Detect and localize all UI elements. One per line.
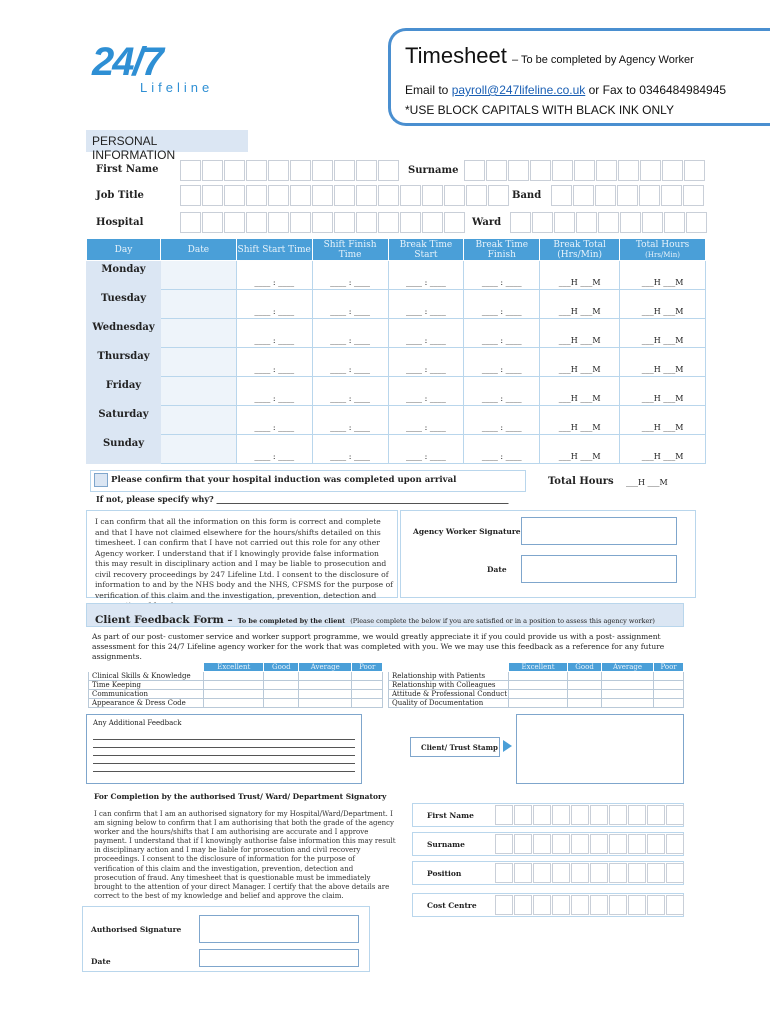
rating-cell[interactable] [654, 699, 684, 708]
rating-cell[interactable] [264, 672, 299, 681]
total-hours-cell[interactable]: ___H ___M [620, 406, 706, 435]
time-cell[interactable]: ____ : ____ [388, 406, 464, 435]
criterion-label: Appearance & Dress Code [89, 699, 204, 708]
time-cell[interactable]: ____ : ____ [388, 319, 464, 348]
feedback-row [389, 699, 684, 708]
day-label: Tuesday [87, 290, 161, 319]
timesheet-row [87, 348, 706, 377]
page-title: Timesheet [405, 43, 507, 68]
break-total-cell[interactable]: ___H ___M [540, 261, 620, 290]
time-cell[interactable]: ____ : ____ [236, 377, 312, 406]
rating-poor: Poor [654, 663, 684, 672]
time-cell[interactable]: ____ : ____ [236, 435, 312, 464]
col-total-hours-sub: (Hrs/Min) [645, 250, 680, 259]
time-cell[interactable]: ____ : ____ [464, 319, 540, 348]
additional-feedback-label: Any Additional Feedback [93, 719, 182, 727]
rating-cell[interactable] [299, 681, 352, 690]
rating-cell[interactable] [654, 672, 684, 681]
feedback-table-left [88, 662, 383, 708]
rating-excellent: Excellent [204, 663, 264, 672]
rating-cell[interactable] [264, 681, 299, 690]
time-cell[interactable]: ____ : ____ [464, 377, 540, 406]
rating-cell[interactable] [654, 690, 684, 699]
day-label: Monday [87, 261, 161, 290]
feedback-row [389, 681, 684, 690]
hospital-label: Hospital [96, 217, 144, 228]
authorised-field-row [412, 893, 684, 917]
induction-confirm: Please confirm that your hospital induction was completed upon arrival [111, 475, 457, 485]
feedback-row [89, 681, 383, 690]
rating-cell[interactable] [264, 690, 299, 699]
header-panel [388, 28, 770, 126]
rating-cell[interactable] [602, 690, 654, 699]
time-cell[interactable]: ____ : ____ [312, 290, 388, 319]
declaration-text: I can confirm that all the information on this form is correct and complete and that I have not claimed elsewhere for the hours/shifts detailed on this timesheet. I can confirm that I have not carried out this role for any other Agency worker. I understand that if I knowingly provide false information this may result in disciplinary action and I may be liable to prosecution and civil recovery proceedings by 247 Lifeline Ltd. I consent to the disclosure of information to and by the NHS body and the NHS, CFSMS for the purpose of verification of this claim and the investigation, prevention, detection and [95, 517, 393, 600]
first-name-label: First Name [96, 164, 159, 175]
additional-feedback-box[interactable] [86, 714, 362, 784]
rating-cell[interactable] [509, 690, 568, 699]
rating-cell[interactable] [299, 690, 352, 699]
first-name-field[interactable] [180, 160, 400, 181]
rating-cell[interactable] [509, 699, 568, 708]
authorised-heading: For Completion by the authorised Trust/ Ward/ Department Signatory [94, 792, 387, 801]
declaration-box [86, 510, 398, 598]
logo [92, 40, 214, 95]
rating-cell[interactable] [204, 699, 264, 708]
rating-cell[interactable] [568, 699, 602, 708]
rating-cell[interactable] [352, 699, 383, 708]
col-shift-start: Shift Start Time [236, 239, 312, 261]
agency-date-field[interactable] [521, 555, 677, 583]
client-feedback-bar [86, 603, 684, 627]
contact-line [405, 83, 726, 97]
authorised-field-label: Cost Centre [427, 901, 477, 910]
surname-field[interactable] [464, 160, 706, 181]
rating-good: Good [568, 663, 602, 672]
time-cell[interactable]: ____ : ____ [388, 377, 464, 406]
authorised-signature-label: Authorised Signature [91, 925, 182, 934]
rating-cell[interactable] [299, 672, 352, 681]
rating-cell[interactable] [602, 672, 654, 681]
criterion-label: Clinical Skills & Knowledge [89, 672, 204, 681]
ward-field[interactable] [510, 212, 708, 233]
rating-poor: Poor [352, 663, 383, 672]
authorised-date-field[interactable] [199, 949, 359, 967]
feedback-row [389, 672, 684, 681]
date-cell[interactable] [160, 261, 236, 290]
break-total-cell[interactable]: ___H ___M [540, 348, 620, 377]
logo-word: Lifeline [140, 80, 214, 95]
time-cell[interactable]: ____ : ____ [388, 348, 464, 377]
criterion-label: Relationship with Patients [389, 672, 509, 681]
col-break-start: Break Time Start [388, 239, 464, 261]
time-cell[interactable]: ____ : ____ [388, 261, 464, 290]
timesheet-table [86, 238, 706, 464]
hospital-field[interactable] [180, 212, 466, 233]
rating-cell[interactable] [299, 699, 352, 708]
break-total-cell[interactable]: ___H ___M [540, 319, 620, 348]
authorised-date-label: Date [91, 957, 111, 966]
fax-text: or Fax to 0346484984945 [585, 83, 727, 97]
rating-cell[interactable] [264, 699, 299, 708]
feedback-table-right [388, 662, 684, 708]
col-break-total: Break Total (Hrs/Min) [540, 239, 620, 261]
rating-cell[interactable] [568, 672, 602, 681]
timesheet-row [87, 435, 706, 464]
feedback-line [93, 755, 355, 756]
rating-average: Average [602, 663, 654, 672]
col-break-finish: Break Time Finish [464, 239, 540, 261]
authorised-field-label: Surname [427, 840, 465, 849]
date-cell[interactable] [160, 435, 236, 464]
total-hours-cell[interactable]: ___H ___M [620, 319, 706, 348]
rating-cell[interactable] [352, 690, 383, 699]
time-cell[interactable]: ____ : ____ [464, 348, 540, 377]
total-hours-cell[interactable]: ___H ___M [620, 435, 706, 464]
client-feedback-intro: As part of our post- customer service and worker support programme, we would greatly appreciate it if you could provide us with a post- assignment assessment for this 24/7 Lifeline agency worker for the work that was completed with you. We we may use this feedback as a reference for any future assignments. [92, 632, 665, 661]
stamp-label: Client/ Trust Stamp [421, 743, 498, 752]
logo-number: 24/7 [92, 40, 162, 84]
total-hours-value[interactable]: ___H ___M [626, 478, 668, 487]
agency-date-label: Date [487, 565, 507, 574]
authorised-field-input[interactable] [495, 863, 685, 883]
time-cell[interactable]: ____ : ____ [236, 348, 312, 377]
criterion-label: Time Keeping [89, 681, 204, 690]
date-cell[interactable] [160, 290, 236, 319]
rating-good: Good [264, 663, 299, 672]
authorised-field-input[interactable] [495, 834, 685, 854]
stamp-label-box [410, 737, 500, 757]
col-total-hours-label: Total Hours [635, 239, 690, 250]
induction-checkbox[interactable] [94, 473, 108, 487]
feedback-line [93, 771, 355, 772]
ward-label: Ward [472, 217, 502, 228]
day-label: Thursday [87, 348, 161, 377]
rating-average: Average [299, 663, 352, 672]
feedback-row [89, 690, 383, 699]
timesheet-row [87, 290, 706, 319]
client-feedback-subtitle: To be completed by the client [237, 617, 346, 625]
time-cell[interactable]: ____ : ____ [388, 435, 464, 464]
date-cell[interactable] [160, 348, 236, 377]
feedback-line [93, 747, 355, 748]
rating-cell[interactable] [352, 672, 383, 681]
induction-reason[interactable]: If not, please specify why? _________________________________________________________________________ [96, 494, 509, 504]
time-cell[interactable]: ____ : ____ [236, 290, 312, 319]
rating-cell[interactable] [352, 681, 383, 690]
date-cell[interactable] [160, 319, 236, 348]
col-total-hours [620, 239, 706, 261]
feedback-line [93, 763, 355, 764]
feedback-row [89, 699, 383, 708]
agency-signature-field[interactable] [521, 517, 677, 545]
rating-cell[interactable] [602, 699, 654, 708]
time-cell[interactable]: ____ : ____ [312, 377, 388, 406]
time-cell[interactable]: ____ : ____ [236, 261, 312, 290]
date-cell[interactable] [160, 377, 236, 406]
agency-signature-label: Agency Worker Signature [413, 527, 521, 536]
timesheet-row [87, 261, 706, 290]
feedback-row [389, 690, 684, 699]
date-cell[interactable] [160, 406, 236, 435]
band-label: Band [512, 190, 542, 201]
break-total-cell[interactable]: ___H ___M [540, 377, 620, 406]
email-prefix: Email to [405, 83, 452, 97]
criterion-label: Relationship with Colleagues [389, 681, 509, 690]
time-cell[interactable]: ____ : ____ [464, 406, 540, 435]
rating-cell[interactable] [654, 681, 684, 690]
rating-cell[interactable] [568, 681, 602, 690]
authorised-field-input[interactable] [495, 805, 685, 825]
criterion-label: Attitude & Professional Conduct [389, 690, 509, 699]
time-cell[interactable]: ____ : ____ [312, 319, 388, 348]
total-hours-label: Total Hours [548, 476, 614, 487]
rating-cell[interactable] [204, 672, 264, 681]
time-cell[interactable]: ____ : ____ [312, 261, 388, 290]
total-hours-cell[interactable]: ___H ___M [620, 261, 706, 290]
page-subtitle: – To be completed by Agency Worker [511, 54, 694, 66]
time-cell[interactable]: ____ : ____ [464, 290, 540, 319]
job-title-label: Job Title [96, 190, 144, 201]
feedback-row [89, 672, 383, 681]
authorised-field-label: First Name [427, 811, 474, 820]
time-cell[interactable]: ____ : ____ [464, 261, 540, 290]
induction-row [90, 470, 526, 492]
timesheet-row [87, 406, 706, 435]
authorised-text: I can confirm that I am an authorised signatory for my Hospital/Ward/Department. I am signing below to confirm that I am authorising that both the grade of the agency worker and the hours/shifts that I am authorising are accurate and I approve payment. I understand that if I knowingly authorise false information this may result in disciplinary action and I may be liable for prosecution and civil recovery proceedings. I consent to the disclosure of information for the purpose of verification of this claim and the investigation, prevention, detection and prosecution of fraud. Any timesheet that is questionable must be immediately brought to the attention of your direct Manager. I certify that the above details are correct to the best of my knowledge and belief and approve the claim. [94, 810, 396, 900]
criterion-label: Quality of Documentation [389, 699, 509, 708]
arrow-right-icon [503, 740, 512, 752]
authorised-field-label: Position [427, 869, 462, 878]
client-feedback-note: (Please complete the below if you are satisfied or in a position to assess this agency worker) [350, 617, 655, 625]
feedback-line [93, 739, 355, 740]
time-cell[interactable]: ____ : ____ [312, 348, 388, 377]
rating-cell[interactable] [568, 690, 602, 699]
total-hours-cell[interactable]: ___H ___M [620, 348, 706, 377]
rating-cell[interactable] [204, 681, 264, 690]
agency-signature-panel [400, 510, 696, 598]
break-total-cell[interactable]: ___H ___M [540, 290, 620, 319]
email-link[interactable]: payroll@247lifeline.co.uk [451, 83, 586, 97]
timesheet-row [87, 377, 706, 406]
caps-note: *USE BLOCK CAPITALS WITH BLACK INK ONLY [405, 103, 674, 117]
timesheet-row [87, 319, 706, 348]
authorised-field-input[interactable] [495, 895, 685, 915]
col-day: Day [87, 239, 161, 261]
day-label: Wednesday [87, 319, 161, 348]
personal-section-title: PERSONAL INFORMATION [86, 130, 248, 152]
surname-label: Surname [408, 165, 459, 176]
rating-cell[interactable] [602, 681, 654, 690]
time-cell[interactable]: ____ : ____ [464, 435, 540, 464]
time-cell[interactable]: ____ : ____ [312, 435, 388, 464]
authorised-signature-panel [82, 906, 370, 972]
time-cell[interactable]: ____ : ____ [236, 406, 312, 435]
total-hours-cell[interactable]: ___H ___M [620, 290, 706, 319]
authorised-signature-field[interactable] [199, 915, 359, 943]
stamp-box[interactable] [516, 714, 684, 784]
rating-cell[interactable] [204, 690, 264, 699]
day-label: Sunday [87, 435, 161, 464]
authorised-field-row [412, 832, 684, 856]
break-total-cell[interactable]: ___H ___M [540, 406, 620, 435]
col-date: Date [160, 239, 236, 261]
client-feedback-title: Client Feedback Form – [95, 614, 233, 626]
rating-excellent: Excellent [509, 663, 568, 672]
day-label: Friday [87, 377, 161, 406]
time-cell[interactable]: ____ : ____ [312, 406, 388, 435]
time-cell[interactable]: ____ : ____ [388, 290, 464, 319]
day-label: Saturday [87, 406, 161, 435]
criterion-label: Communication [89, 690, 204, 699]
rating-cell[interactable] [509, 672, 568, 681]
col-shift-finish: Shift Finish Time [312, 239, 388, 261]
time-cell[interactable]: ____ : ____ [236, 319, 312, 348]
band-field[interactable] [551, 185, 705, 206]
rating-cell[interactable] [509, 681, 568, 690]
authorised-field-row [412, 803, 684, 827]
authorised-field-row [412, 861, 684, 885]
job-title-field[interactable] [180, 185, 510, 206]
total-hours-cell[interactable]: ___H ___M [620, 377, 706, 406]
break-total-cell[interactable]: ___H ___M [540, 435, 620, 464]
